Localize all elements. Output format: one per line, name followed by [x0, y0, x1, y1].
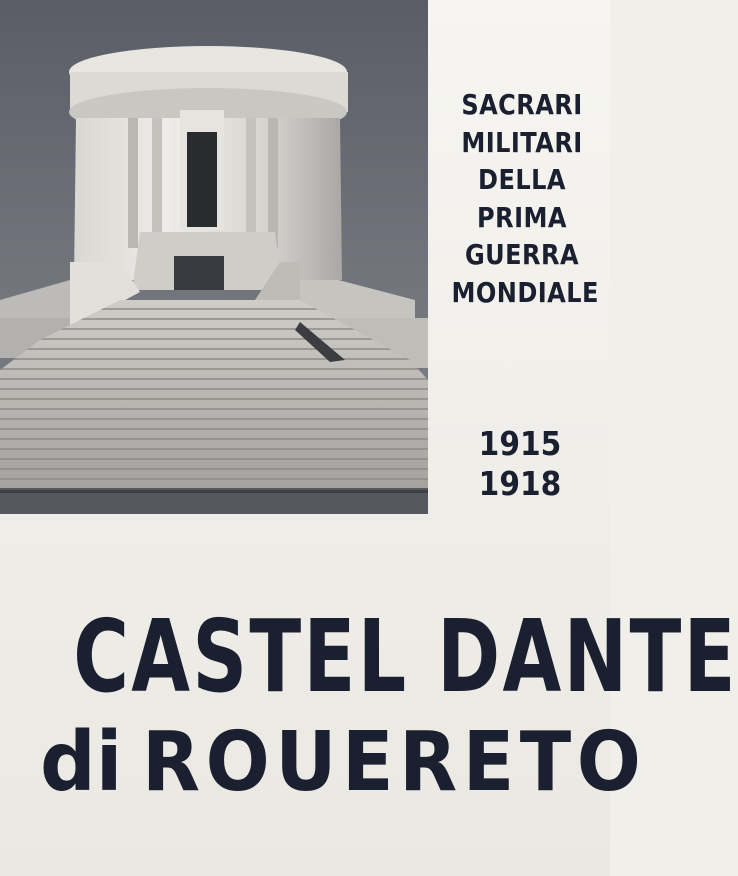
side-heading-line: GUERRA: [464, 238, 580, 272]
side-heading-line: DELLA: [478, 163, 566, 197]
year-start: 1915: [478, 424, 562, 463]
years: [475, 424, 565, 504]
subtitle-place: ROUERETO: [142, 715, 647, 810]
subtitle: [40, 715, 647, 810]
side-heading-line: SACRARI: [461, 88, 583, 121]
main-title: CASTEL DANTE: [73, 598, 738, 715]
subtitle-preposition: di: [40, 715, 123, 810]
side-heading-line: MONDIALE: [451, 275, 599, 309]
side-heading: [451, 86, 599, 312]
side-heading-line: PRIMA: [477, 200, 567, 234]
year-end: 1918: [478, 464, 562, 503]
ossuary-photo: [0, 0, 428, 514]
side-heading-line: MILITARI: [461, 125, 583, 159]
